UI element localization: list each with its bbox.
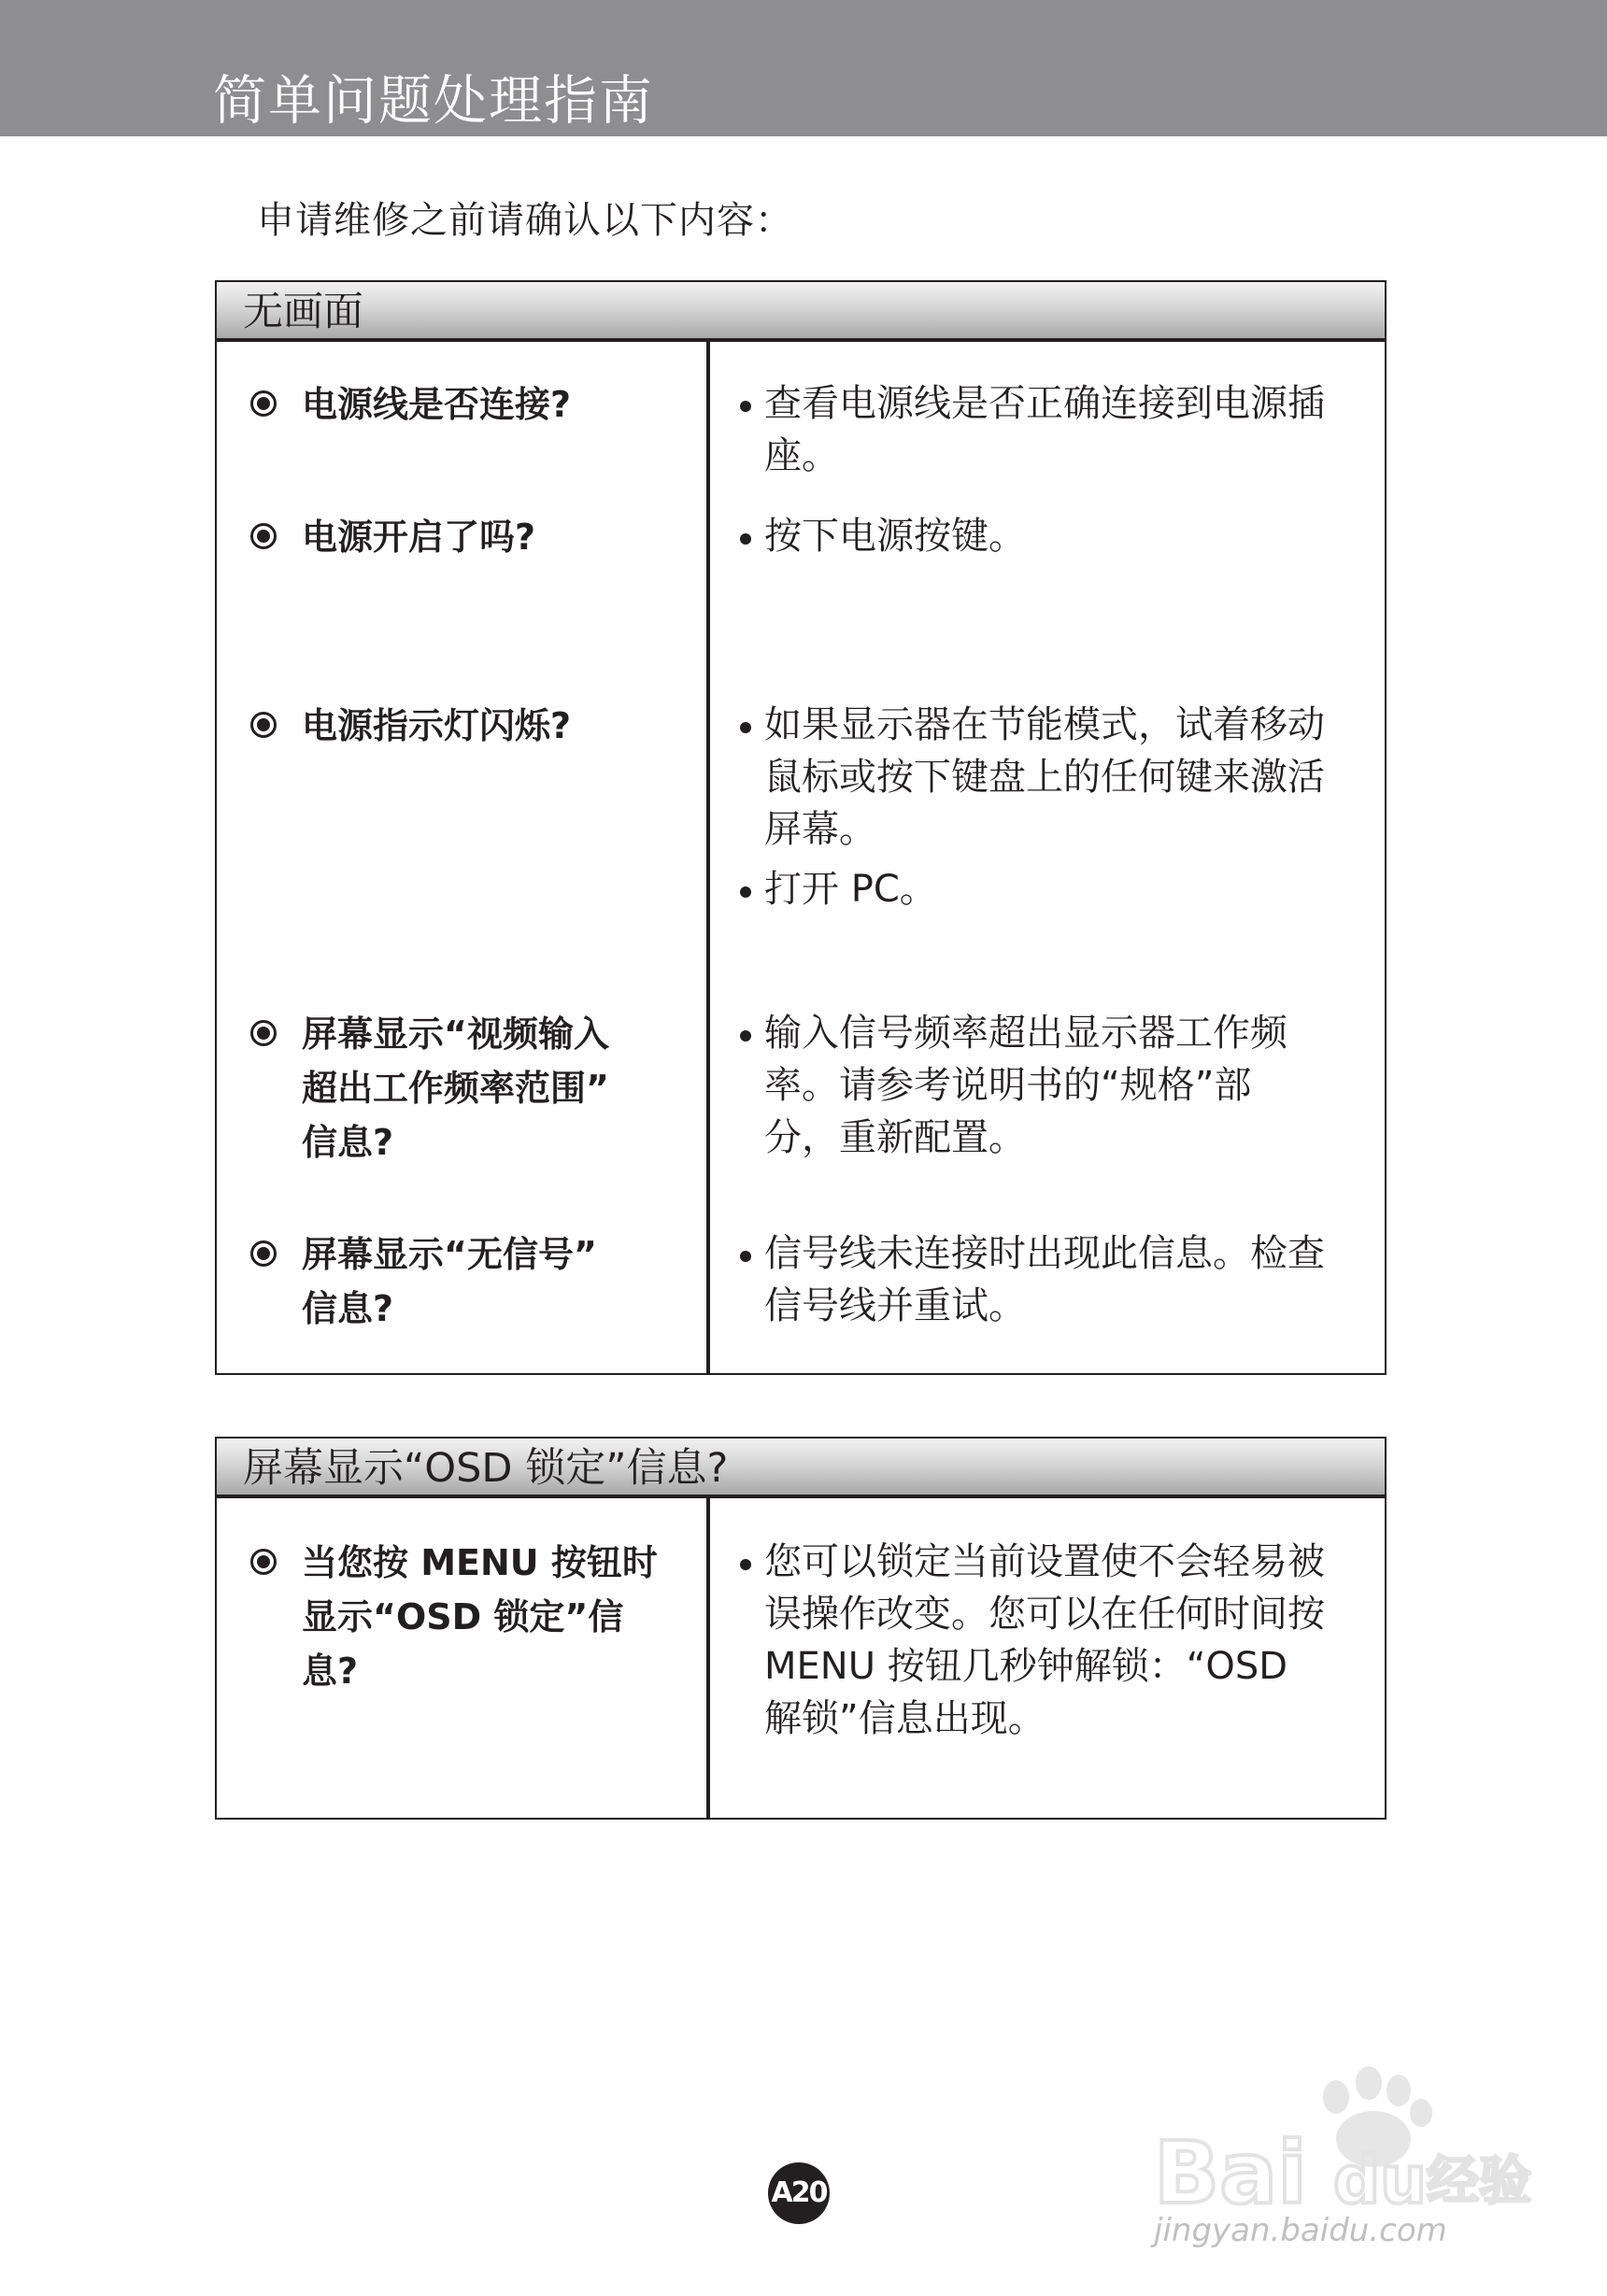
answer-item: 按下电源按键。: [738, 510, 1355, 562]
answer-item: 打开 PC。: [738, 863, 1355, 915]
column-divider: [706, 1498, 710, 1818]
answer-item: 您可以锁定当前设置使不会轻易被 误操作改变。您可以在任何时间按 MENU 按钮几秒钟解锁：“OSD 解锁”信息出现。: [738, 1536, 1355, 1745]
answer-block: [738, 1007, 1355, 1171]
answer-block: [738, 1536, 1355, 1752]
section-title: 无画面: [217, 282, 1385, 342]
question-item: [250, 377, 676, 432]
question-text: 电源线是否连接?: [302, 384, 572, 425]
page-title: 简单问题处理指南: [213, 70, 654, 132]
answer-block: [738, 699, 1355, 923]
svg-text:du: du: [1333, 2142, 1427, 2218]
answer-item: 输入信号频率超出显示器工作频 率。请参考说明书的“规格”部 分，重新配置。: [738, 1007, 1355, 1164]
section-no-picture: [215, 280, 1387, 1375]
svg-text:经验: 经验: [1427, 2151, 1531, 2212]
question-text: 电源开启了吗?: [302, 517, 536, 558]
answer-item: 如果显示器在节能模式，试着移动 鼠标或按下键盘上的任何键来激活 屏幕。: [738, 699, 1355, 856]
bullet-circle-icon: [250, 1240, 277, 1267]
section-osd-lock: [215, 1437, 1387, 1820]
section-body: [217, 1498, 1385, 1818]
question-item: [250, 510, 676, 564]
answer-item: 信号线未连接时出现此信息。检查 信号线并重试。: [738, 1227, 1355, 1332]
answer-block: [738, 1227, 1355, 1339]
page-number-badge: A20: [768, 2162, 830, 2224]
question-text: 当您按 MENU 按钮时 显示“OSD 锁定”信 息?: [302, 1542, 658, 1692]
question-text: 屏幕显示“视频输入 超出工作频率范围” 信息?: [302, 1013, 609, 1163]
bullet-circle-icon: [250, 390, 277, 417]
watermark-url: jingyan.baidu.com: [1154, 2212, 1447, 2249]
question-item: [250, 1007, 676, 1169]
question-item: [250, 1227, 676, 1336]
question-item: [250, 1536, 676, 1698]
bullet-circle-icon: [250, 1549, 277, 1575]
bullet-circle-icon: [250, 1020, 277, 1046]
question-item: [250, 699, 676, 753]
intro-text: 申请维修之前请确认以下内容：: [257, 199, 793, 242]
svg-text:Bai: Bai: [1154, 2123, 1307, 2223]
answer-item: 查看电源线是否正确连接到电源插 座。: [738, 377, 1355, 482]
answer-block: [738, 377, 1355, 489]
column-divider: [706, 342, 710, 1373]
answer-block: [738, 510, 1355, 570]
section-title: 屏幕显示“OSD 锁定”信息?: [217, 1439, 1385, 1498]
bullet-circle-icon: [250, 712, 277, 738]
bullet-circle-icon: [250, 523, 277, 549]
question-text: 电源指示灯闪烁?: [302, 705, 572, 746]
question-text: 屏幕显示“无信号” 信息?: [302, 1234, 597, 1329]
section-body: [217, 342, 1385, 1373]
